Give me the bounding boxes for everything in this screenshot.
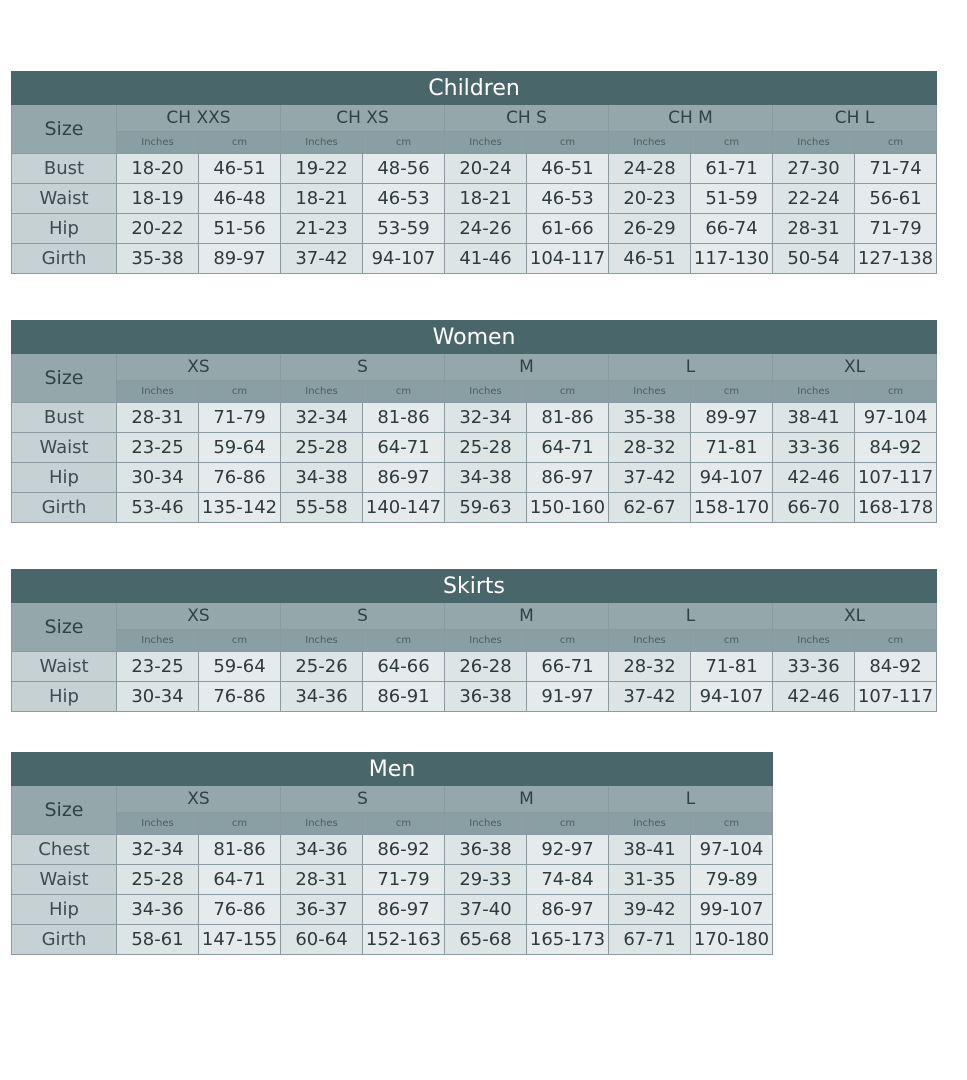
- size-label: Size: [12, 354, 117, 403]
- size-column-header: XS: [117, 354, 281, 381]
- measurement-value: 66-70: [773, 493, 855, 523]
- measurement-value: 71-81: [691, 652, 773, 682]
- measurement-value: 97-104: [855, 403, 937, 433]
- measurement-value: 32-34: [281, 403, 363, 433]
- measurement-value: 51-56: [199, 214, 281, 244]
- measurement-value: 127-138: [855, 244, 937, 274]
- measurement-value: 46-53: [363, 184, 445, 214]
- measurement-value: 18-20: [117, 154, 199, 184]
- measurement-label: Chest: [12, 835, 117, 865]
- size-column-header: XS: [117, 786, 281, 813]
- measurement-value: 56-61: [855, 184, 937, 214]
- unit-cm-header: cm: [199, 630, 281, 652]
- measurement-value: 59-64: [199, 433, 281, 463]
- unit-inches-header: Inches: [281, 132, 363, 154]
- measurement-value: 37-40: [445, 895, 527, 925]
- measurement-value: 61-66: [527, 214, 609, 244]
- measurement-value: 19-22: [281, 154, 363, 184]
- size-column-header: M: [445, 354, 609, 381]
- unit-cm-header: cm: [199, 813, 281, 835]
- table-row: [12, 925, 773, 955]
- measurement-label: Girth: [12, 244, 117, 274]
- measurement-value: 81-86: [363, 403, 445, 433]
- measurement-value: 107-117: [855, 463, 937, 493]
- measurement-label: Waist: [12, 865, 117, 895]
- size-column-header: S: [281, 354, 445, 381]
- unit-cm-header: cm: [855, 132, 937, 154]
- measurement-value: 135-142: [199, 493, 281, 523]
- measurement-value: 99-107: [691, 895, 773, 925]
- measurement-value: 25-28: [281, 433, 363, 463]
- size-column-header: XL: [773, 354, 937, 381]
- measurement-value: 42-46: [773, 463, 855, 493]
- measurement-value: 91-97: [527, 682, 609, 712]
- table-row: [12, 154, 937, 184]
- measurement-value: 76-86: [199, 463, 281, 493]
- size-column-header: CH M: [609, 105, 773, 132]
- size-column-header: M: [445, 786, 609, 813]
- size-column-header: CH XS: [281, 105, 445, 132]
- unit-cm-header: cm: [363, 132, 445, 154]
- measurement-value: 35-38: [117, 244, 199, 274]
- measurement-value: 34-38: [445, 463, 527, 493]
- measurement-value: 36-38: [445, 835, 527, 865]
- unit-cm-header: cm: [855, 381, 937, 403]
- women-size-table: [11, 320, 937, 523]
- measurement-label: Girth: [12, 925, 117, 955]
- measurement-value: 50-54: [773, 244, 855, 274]
- measurement-label: Hip: [12, 895, 117, 925]
- measurement-value: 61-71: [691, 154, 773, 184]
- unit-cm-header: cm: [691, 813, 773, 835]
- measurement-value: 86-97: [363, 895, 445, 925]
- men-size-table: [11, 752, 773, 955]
- measurement-value: 97-104: [691, 835, 773, 865]
- measurement-value: 150-160: [527, 493, 609, 523]
- unit-cm-header: cm: [363, 813, 445, 835]
- measurement-value: 94-107: [363, 244, 445, 274]
- measurement-value: 94-107: [691, 682, 773, 712]
- measurement-value: 74-84: [527, 865, 609, 895]
- table-row: [12, 214, 937, 244]
- measurement-value: 86-97: [363, 463, 445, 493]
- unit-inches-header: Inches: [117, 381, 199, 403]
- unit-inches-header: Inches: [773, 381, 855, 403]
- measurement-value: 79-89: [691, 865, 773, 895]
- table-row: [12, 652, 937, 682]
- measurement-value: 64-66: [363, 652, 445, 682]
- measurement-value: 51-59: [691, 184, 773, 214]
- unit-inches-header: Inches: [609, 813, 691, 835]
- measurement-value: 32-34: [445, 403, 527, 433]
- unit-cm-header: cm: [691, 630, 773, 652]
- table-row: [12, 463, 937, 493]
- measurement-value: 33-36: [773, 433, 855, 463]
- measurement-value: 46-51: [527, 154, 609, 184]
- unit-cm-header: cm: [199, 381, 281, 403]
- table-row: [12, 682, 937, 712]
- measurement-label: Waist: [12, 184, 117, 214]
- table-title: Children: [12, 72, 937, 105]
- measurement-value: 84-92: [855, 433, 937, 463]
- measurement-value: 42-46: [773, 682, 855, 712]
- measurement-value: 27-30: [773, 154, 855, 184]
- measurement-value: 25-28: [117, 865, 199, 895]
- measurement-value: 20-24: [445, 154, 527, 184]
- measurement-value: 46-48: [199, 184, 281, 214]
- measurement-value: 26-29: [609, 214, 691, 244]
- measurement-value: 67-71: [609, 925, 691, 955]
- measurement-value: 28-31: [773, 214, 855, 244]
- unit-inches-header: Inches: [773, 132, 855, 154]
- unit-cm-header: cm: [527, 381, 609, 403]
- measurement-value: 23-25: [117, 433, 199, 463]
- measurement-value: 55-58: [281, 493, 363, 523]
- table-row: [12, 895, 773, 925]
- size-column-header: S: [281, 603, 445, 630]
- measurement-value: 38-41: [773, 403, 855, 433]
- size-label: Size: [12, 603, 117, 652]
- measurement-value: 28-32: [609, 433, 691, 463]
- unit-inches-header: Inches: [609, 630, 691, 652]
- measurement-value: 71-79: [855, 214, 937, 244]
- measurement-value: 36-37: [281, 895, 363, 925]
- size-column-header: XS: [117, 603, 281, 630]
- measurement-value: 140-147: [363, 493, 445, 523]
- unit-inches-header: Inches: [281, 381, 363, 403]
- unit-cm-header: cm: [527, 813, 609, 835]
- measurement-value: 48-56: [363, 154, 445, 184]
- measurement-label: Bust: [12, 403, 117, 433]
- size-column-header: CH XXS: [117, 105, 281, 132]
- measurement-value: 158-170: [691, 493, 773, 523]
- unit-inches-header: Inches: [445, 132, 527, 154]
- table-row: [12, 865, 773, 895]
- measurement-value: 71-79: [363, 865, 445, 895]
- measurement-value: 37-42: [609, 682, 691, 712]
- measurement-label: Hip: [12, 463, 117, 493]
- table-row: [12, 433, 937, 463]
- measurement-value: 76-86: [199, 682, 281, 712]
- measurement-value: 104-117: [527, 244, 609, 274]
- size-label: Size: [12, 105, 117, 154]
- measurement-value: 28-31: [281, 865, 363, 895]
- unit-inches-header: Inches: [117, 132, 199, 154]
- size-column-header: XL: [773, 603, 937, 630]
- size-label: Size: [12, 786, 117, 835]
- measurement-value: 29-33: [445, 865, 527, 895]
- unit-cm-header: cm: [527, 132, 609, 154]
- measurement-value: 59-63: [445, 493, 527, 523]
- unit-inches-header: Inches: [281, 630, 363, 652]
- size-column-header: M: [445, 603, 609, 630]
- measurement-value: 33-36: [773, 652, 855, 682]
- unit-cm-header: cm: [199, 132, 281, 154]
- size-column-header: CH L: [773, 105, 937, 132]
- measurement-value: 46-51: [609, 244, 691, 274]
- measurement-value: 21-23: [281, 214, 363, 244]
- measurement-value: 71-74: [855, 154, 937, 184]
- measurement-value: 28-31: [117, 403, 199, 433]
- table-row: [12, 493, 937, 523]
- unit-inches-header: Inches: [281, 813, 363, 835]
- table-title: Women: [12, 321, 937, 354]
- measurement-value: 32-34: [117, 835, 199, 865]
- measurement-label: Hip: [12, 214, 117, 244]
- measurement-value: 30-34: [117, 682, 199, 712]
- unit-inches-header: Inches: [117, 630, 199, 652]
- measurement-value: 38-41: [609, 835, 691, 865]
- measurement-value: 64-71: [199, 865, 281, 895]
- measurement-value: 86-97: [527, 895, 609, 925]
- measurement-value: 39-42: [609, 895, 691, 925]
- measurement-value: 62-67: [609, 493, 691, 523]
- measurement-value: 89-97: [199, 244, 281, 274]
- measurement-value: 25-26: [281, 652, 363, 682]
- measurement-value: 36-38: [445, 682, 527, 712]
- measurement-value: 34-36: [281, 835, 363, 865]
- measurement-label: Hip: [12, 682, 117, 712]
- measurement-value: 147-155: [199, 925, 281, 955]
- measurement-value: 46-53: [527, 184, 609, 214]
- unit-inches-header: Inches: [445, 630, 527, 652]
- measurement-value: 64-71: [527, 433, 609, 463]
- measurement-value: 24-28: [609, 154, 691, 184]
- measurement-value: 89-97: [691, 403, 773, 433]
- measurement-value: 60-64: [281, 925, 363, 955]
- unit-cm-header: cm: [691, 132, 773, 154]
- unit-cm-header: cm: [691, 381, 773, 403]
- measurement-value: 168-178: [855, 493, 937, 523]
- measurement-value: 107-117: [855, 682, 937, 712]
- measurement-value: 30-34: [117, 463, 199, 493]
- measurement-value: 37-42: [609, 463, 691, 493]
- measurement-value: 65-68: [445, 925, 527, 955]
- unit-cm-header: cm: [363, 630, 445, 652]
- measurement-label: Waist: [12, 433, 117, 463]
- measurement-value: 84-92: [855, 652, 937, 682]
- measurement-value: 34-38: [281, 463, 363, 493]
- measurement-value: 22-24: [773, 184, 855, 214]
- size-column-header: L: [609, 603, 773, 630]
- table-row: [12, 403, 937, 433]
- unit-inches-header: Inches: [445, 813, 527, 835]
- measurement-value: 18-21: [281, 184, 363, 214]
- measurement-label: Bust: [12, 154, 117, 184]
- measurement-value: 66-71: [527, 652, 609, 682]
- measurement-value: 86-91: [363, 682, 445, 712]
- measurement-value: 25-28: [445, 433, 527, 463]
- unit-inches-header: Inches: [609, 132, 691, 154]
- measurement-value: 28-32: [609, 652, 691, 682]
- unit-inches-header: Inches: [773, 630, 855, 652]
- measurement-value: 92-97: [527, 835, 609, 865]
- measurement-value: 66-74: [691, 214, 773, 244]
- measurement-value: 53-46: [117, 493, 199, 523]
- size-column-header: S: [281, 786, 445, 813]
- measurement-value: 31-35: [609, 865, 691, 895]
- unit-cm-header: cm: [855, 630, 937, 652]
- measurement-value: 76-86: [199, 895, 281, 925]
- measurement-value: 46-51: [199, 154, 281, 184]
- table-title: Men: [12, 753, 773, 786]
- unit-cm-header: cm: [363, 381, 445, 403]
- measurement-value: 81-86: [199, 835, 281, 865]
- unit-cm-header: cm: [527, 630, 609, 652]
- table-row: [12, 184, 937, 214]
- children-size-table: [11, 71, 937, 274]
- measurement-value: 94-107: [691, 463, 773, 493]
- table-row: [12, 244, 937, 274]
- measurement-value: 18-19: [117, 184, 199, 214]
- measurement-value: 20-23: [609, 184, 691, 214]
- measurement-value: 117-130: [691, 244, 773, 274]
- unit-inches-header: Inches: [609, 381, 691, 403]
- measurement-value: 35-38: [609, 403, 691, 433]
- measurement-value: 24-26: [445, 214, 527, 244]
- measurement-value: 41-46: [445, 244, 527, 274]
- measurement-value: 170-180: [691, 925, 773, 955]
- measurement-value: 59-64: [199, 652, 281, 682]
- measurement-value: 64-71: [363, 433, 445, 463]
- unit-inches-header: Inches: [117, 813, 199, 835]
- size-column-header: L: [609, 354, 773, 381]
- measurement-value: 81-86: [527, 403, 609, 433]
- measurement-value: 18-21: [445, 184, 527, 214]
- measurement-value: 71-79: [199, 403, 281, 433]
- measurement-value: 53-59: [363, 214, 445, 244]
- measurement-value: 37-42: [281, 244, 363, 274]
- measurement-value: 152-163: [363, 925, 445, 955]
- measurement-value: 165-173: [527, 925, 609, 955]
- measurement-value: 20-22: [117, 214, 199, 244]
- measurement-value: 34-36: [117, 895, 199, 925]
- measurement-label: Girth: [12, 493, 117, 523]
- measurement-value: 58-61: [117, 925, 199, 955]
- table-title: Skirts: [12, 570, 937, 603]
- measurement-value: 23-25: [117, 652, 199, 682]
- measurement-label: Waist: [12, 652, 117, 682]
- measurement-value: 86-92: [363, 835, 445, 865]
- skirts-size-table: [11, 569, 937, 712]
- size-column-header: L: [609, 786, 773, 813]
- measurement-value: 86-97: [527, 463, 609, 493]
- size-column-header: CH S: [445, 105, 609, 132]
- table-row: [12, 835, 773, 865]
- unit-inches-header: Inches: [445, 381, 527, 403]
- measurement-value: 26-28: [445, 652, 527, 682]
- measurement-value: 34-36: [281, 682, 363, 712]
- measurement-value: 71-81: [691, 433, 773, 463]
